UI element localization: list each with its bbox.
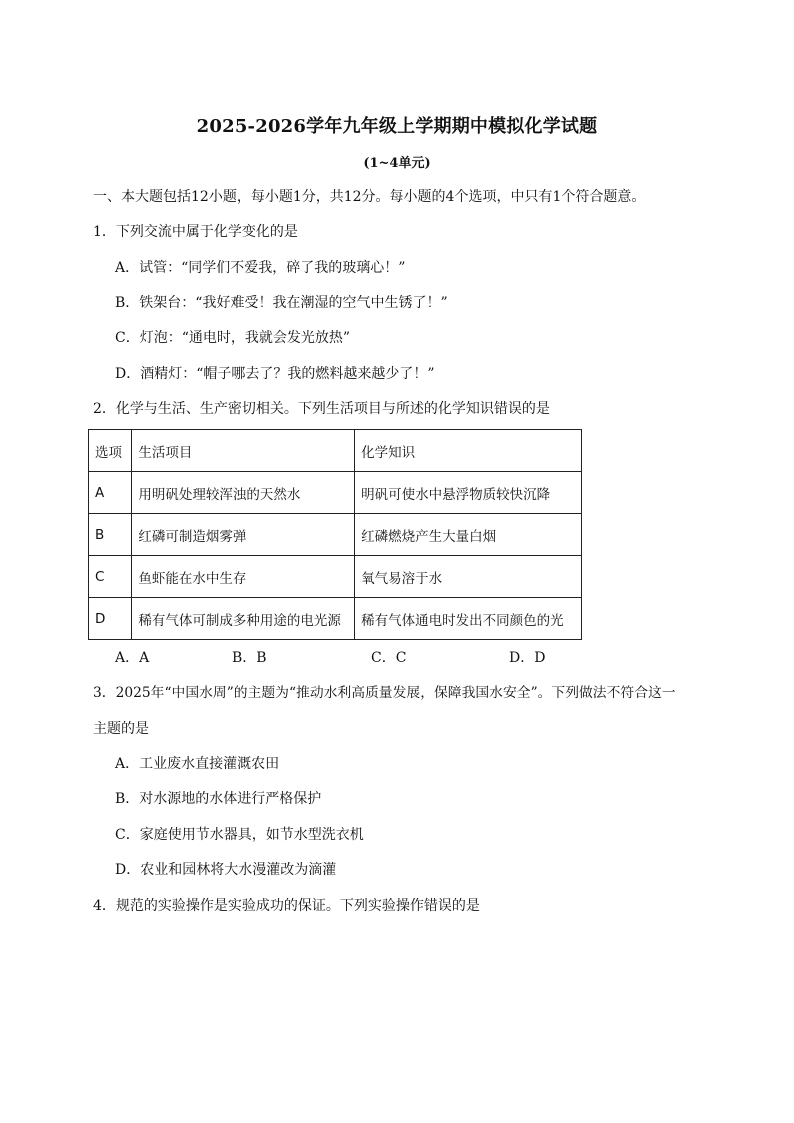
table-header-cell: 生活项目 — [132, 430, 355, 472]
table-cell: 稀有气体可制成多种用途的电光源 — [132, 598, 355, 640]
table-cell: 氧气易溶于水 — [355, 556, 582, 598]
table-cell: 鱼虾能在水中生存 — [132, 556, 355, 598]
question-2-stem: 2．化学与生活、生产密切相关。下列生活项目与所述的化学知识错误的是 — [93, 401, 550, 417]
table-header-cell: 选项 — [89, 430, 132, 472]
table-cell: 稀有气体通电时发出不同颜色的光 — [355, 598, 582, 640]
table-cell: 用明矾处理较浑浊的天然水 — [132, 472, 355, 514]
question-1-option-b: B．铁架台：“我好难受！我在潮湿的空气中生锈了！” — [115, 295, 448, 311]
question-3-option-c: C．家庭使用节水器具，如节水型洗衣机 — [115, 827, 364, 843]
question-1-stem: 1．下列交流中属于化学变化的是 — [93, 224, 298, 240]
question-2-answer-d: D．D — [509, 650, 546, 666]
table-cell: A — [89, 472, 132, 514]
question-1-option-d: D．酒精灯：“帽子哪去了？我的燃料越来越少了！” — [115, 366, 435, 382]
question-2-answer-a: A．A — [115, 650, 150, 666]
table-cell: B — [89, 514, 132, 556]
table-cell: D — [89, 598, 132, 640]
question-1-option-c: C．灯泡：“通电时，我就会发光放热” — [115, 330, 351, 346]
question-3-option-a: A．工业废水直接灌溉农田 — [115, 756, 280, 772]
question-1-option-a: A．试管：“同学们不爱我，碎了我的玻璃心！” — [115, 260, 406, 276]
question-3-stem: 3．2025年“中国水周”的主题为“推动水利高质量发展，保障我国水安全”。下列做法不符合这一 — [93, 685, 676, 701]
section-instructions: 一、本大题包括12小题，每小题1分，共12分。每小题的4个选项，中只有1个符合题意。 — [93, 189, 646, 205]
table-cell: 红磷燃烧产生大量白烟 — [355, 514, 582, 556]
table-cell: 明矾可使水中悬浮物质较快沉降 — [355, 472, 582, 514]
question-2-answer-b: B．B — [232, 650, 267, 666]
exam-subtitle: (1~4单元) — [363, 156, 431, 171]
question-2-table — [88, 429, 582, 640]
question-4-stem: 4．规范的实验操作是实验成功的保证。下列实验操作错误的是 — [93, 898, 480, 914]
table-row — [89, 556, 582, 598]
table-cell: 红磷可制造烟雾弹 — [132, 514, 355, 556]
question-3-stem-continued: 主题的是 — [93, 721, 149, 737]
table-row — [89, 598, 582, 640]
table-header-cell: 化学知识 — [355, 430, 582, 472]
question-2-answer-c: C．C — [371, 650, 407, 666]
exam-title: 2025-2026学年九年级上学期期中模拟化学试题 — [196, 116, 598, 137]
question-3-option-d: D．农业和园林将大水漫灌改为滴灌 — [115, 862, 337, 878]
question-3-option-b: B．对水源地的水体进行严格保护 — [115, 791, 322, 807]
table-cell: C — [89, 556, 132, 598]
table-row — [89, 514, 582, 556]
table-header-row — [89, 430, 582, 472]
table-row — [89, 472, 582, 514]
